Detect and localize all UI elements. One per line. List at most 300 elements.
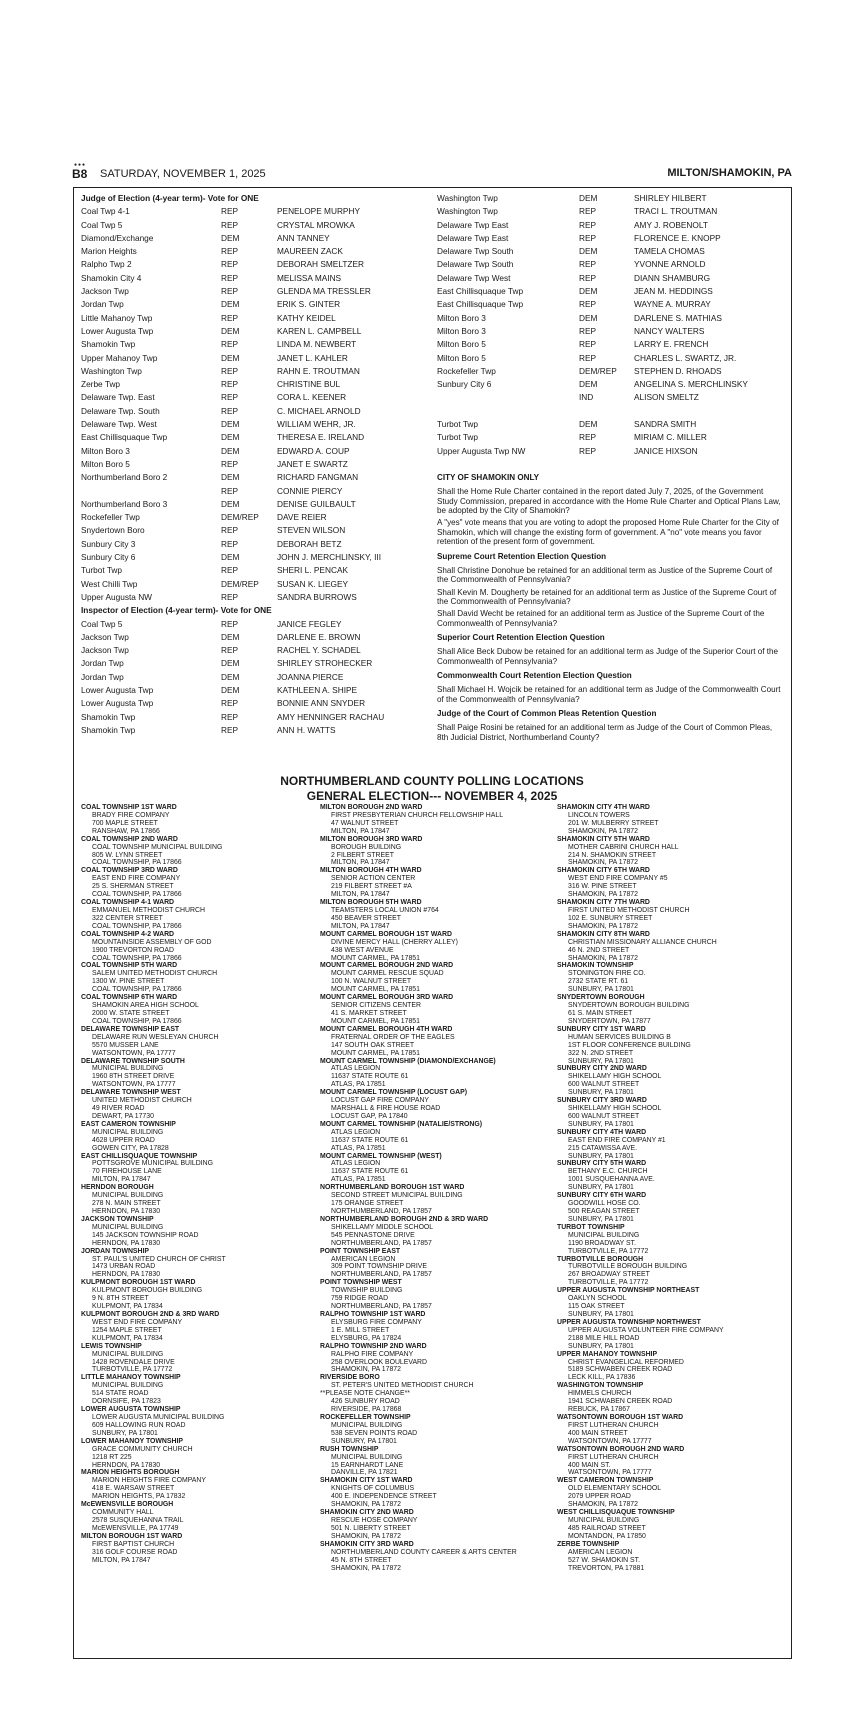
address-line: 45 N. 8TH STREET [331,1556,392,1564]
address-line: WEST END FIRE COMPANY #5 [568,875,668,883]
address-line: 514 STATE ROAD [92,1390,149,1398]
table-row [81,338,421,351]
candidate-cell: SHERI L. PENCAK [277,565,349,576]
address-line: 1428 ROVENDALE DRIVE [92,1358,175,1366]
precinct-name: HERNDON BOROUGH [81,1184,154,1192]
precinct-cell: Delaware Twp East [437,232,509,243]
address-line: 258 OVERLOOK BOULEVARD [331,1358,427,1366]
address-line: 115 OAK STREET [568,1303,625,1311]
precinct-name: WATSONTOWN BOROUGH 1ST WARD [557,1413,684,1421]
address-line: MOTHER CABRINI CHURCH HALL [568,843,679,851]
party-cell: REP [221,591,239,602]
party-cell: DEM [579,312,598,323]
address-line: LINCOLN TOWERS [568,811,630,819]
address-line: KNIGHTS OF COLUMBUS [331,1485,415,1493]
precinct-name: SNYDERTOWN BOROUGH [557,994,645,1002]
party-cell: REP [221,339,239,350]
address-line: MUNICIPAL BUILDING [92,1128,164,1136]
table-row [437,298,785,311]
address-line: MUNICIPAL BUILDING [568,1516,640,1524]
precinct-name: LITTLE MAHANOY TOWNSHIP [81,1374,181,1382]
party-cell: REP [579,299,597,310]
address-line: COAL TOWNSHIP, PA 17866 [92,922,182,930]
address-line: DELAWARE RUN WESLEYAN CHURCH [92,1033,219,1041]
table-row [437,258,785,271]
precinct-cell: Shamokin Twp [81,724,136,735]
change-note: **PLEASE NOTE CHANGE** [320,1390,410,1398]
candidate-cell: RICHARD FANGMAN [277,472,359,483]
address-line: ELYSBURG, PA 17824 [331,1334,402,1342]
address-line: TURBOTVILLE, PA 17772 [92,1366,173,1374]
precinct-cell: Snydertown Boro [81,525,145,536]
address-line: SUNBURY, PA 17801 [331,1437,397,1445]
precinct-cell: Turbot Twp [437,432,479,443]
precinct-name: EAST CAMERON TOWNSHIP [81,1120,176,1128]
address-line: COAL TOWNSHIP, PA 17866 [92,986,182,994]
address-line: MOUNT CARMEL, PA 17851 [331,954,420,962]
party-cell: REP [579,325,597,336]
address-line: 1001 SUSQUEHANNA AVE. [568,1176,655,1184]
precinct-cell: Milton Boro 3 [81,445,130,456]
candidate-cell: WAYNE A. MURRAY [634,299,711,310]
supreme-header: Supreme Court Retention Election Question [437,551,607,561]
address-line: MONTANDON, PA 17850 [568,1532,646,1540]
candidate-cell: ERIK S. GINTER [277,299,341,310]
precinct-name: SUNBURY CITY 2ND WARD [557,1065,647,1073]
address-line: SHIKELLAMY HIGH SCHOOL [568,1073,662,1081]
precinct-name: ROCKEFELLER TOWNSHIP [320,1413,411,1421]
address-line: ATLAS LEGION [331,1065,381,1073]
precinct-name: WEST CHILLISQUAQUE TOWNSHIP [557,1509,675,1517]
party-cell: IND [579,392,594,403]
precinct-name: MILTON BOROUGH 4TH WARD [320,867,422,875]
page-number: ●●● B8 [72,162,88,181]
precinct-name: SHAMOKIN CITY 6TH WARD [557,867,650,875]
candidate-cell: MELISSA MAINS [277,272,342,283]
address-line: 215 CATAWISSA AVE. [568,1144,638,1152]
address-line: MUNICIPAL BUILDING [568,1231,640,1239]
precinct-cell: Washington Twp [437,206,498,217]
address-line: 1473 URBAN ROAD [92,1263,156,1271]
precinct-name: SHAMOKIN TOWNSHIP [557,962,634,970]
table-row [437,418,785,431]
candidate-cell: DEBORAH BETZ [277,538,342,549]
candidate-cell: JEAN M. HEDDINGS [634,286,713,297]
address-line: HUMAN SERVICES BUILDING B [568,1033,671,1041]
address-line: OAKLYN SCHOOL [568,1295,627,1303]
precinct-cell: Delaware Twp. East [81,392,155,403]
candidate-cell: JANICE HIXSON [634,445,698,456]
address-line: BETHANY E.C. CHURCH [568,1168,648,1176]
precinct-name: POINT TOWNSHIP EAST [320,1247,401,1255]
polling-subtitle: GENERAL ELECTION--- NOVEMBER 4, 2025 [306,789,558,803]
address-line: FIRST PRESBYTERIAN CHURCH FELLOWSHIP HALL [331,811,504,819]
address-line: WATSONTOWN, PA 17777 [568,1469,652,1477]
address-line: 759 RIDGE ROAD [331,1295,389,1303]
address-line: COAL TOWNSHIP, PA 17866 [92,859,182,867]
precinct-name: WATSONTOWN BOROUGH 2ND WARD [557,1445,685,1453]
precinct-name: COAL TOWNSHIP 3RD WARD [81,867,178,875]
address-line: REBUCK, PA 17867 [568,1406,630,1414]
precinct-name: COAL TOWNSHIP 4-2 WARD [81,930,175,938]
address-line: COMMUNITY HALL [92,1509,154,1517]
party-cell: DEM [221,684,240,695]
precinct-cell: Lower Augusta Twp [81,325,154,336]
address-line: MOUNTAINSIDE ASSEMBLY OF GOD [92,938,212,946]
address-line: 70 FIREHOUSE LANE [92,1168,162,1176]
supreme-question-2: Shall Kevin M. Dougherty be retained for an additional term as Justice of the Supreme Court of the Commonwealth of Pennsylvania? [437,587,777,606]
address-line: TOWNSHIP BUILDING [331,1287,403,1295]
address-line: TREVORTON, PA 17881 [568,1564,645,1572]
party-cell: REP [579,219,597,230]
address-line: MARION HEIGHTS, PA 17832 [92,1493,186,1501]
precinct-name: MOUNT CARMEL BOROUGH 1ST WARD [320,930,452,938]
table-row [81,312,421,325]
address-line: 1300 W. PINE STREET [92,978,165,986]
edition-location: MILTON/SHAMOKIN, PA [667,167,792,179]
issue-date: SATURDAY, NOVEMBER 1, 2025 [100,168,266,180]
precinct-cell: Jackson Twp [81,286,129,297]
address-line: SHIKELLAMY HIGH SCHOOL [568,1105,662,1113]
address-line: RALPHO FIRE COMPANY [331,1350,414,1358]
polling-column-2 [320,804,570,1572]
precinct-cell: Turbot Twp [437,419,479,430]
party-cell: DEM [579,419,598,430]
candidate-cell: JOANNA PIERCE [277,671,344,682]
table-row [81,352,421,365]
candidate-cell: SHIRLEY HILBERT [634,193,707,203]
table-row [81,232,421,245]
candidate-cell: KATHLEEN A. SHIPE [277,684,358,695]
address-line: 102 E. SUNBURY STREET [568,914,653,922]
party-cell: DEM [221,472,240,483]
party-cell: REP [221,645,239,656]
precinct-cell: Ralpho Twp 2 [81,259,132,270]
address-line: ATLAS LEGION [331,1160,381,1168]
left-column [81,192,421,737]
party-cell: REP [579,352,597,363]
address-line: SNYDERTOWN BOROUGH BUILDING [568,1002,690,1010]
address-line: SUNBURY, PA 17801 [568,986,634,994]
table-row [81,285,421,298]
party-cell: REP [221,219,239,230]
precinct-cell: Delaware Twp. South [81,405,160,416]
table-row [81,631,421,644]
address-line: 1 E. MILL STREET [331,1326,390,1334]
city-explanation: A "yes" vote means that you are voting to adopt the proposed Home Rule Charter for the City of Shamokin, which will change the existing form of government. A "no" vote means you favor retention of the present form of government. [437,518,779,547]
precinct-cell: Turbot Twp [81,565,123,576]
address-line: FIRST UNITED METHODIST CHURCH [568,906,690,914]
address-line: MUNICIPAL BUILDING [331,1453,403,1461]
address-line: SUNBURY, PA 17801 [92,1429,158,1437]
party-cell: REP [221,698,239,709]
address-line: SALEM UNITED METHODIST CHURCH [92,970,218,978]
address-line: MOUNT CARMEL, PA 17851 [331,1017,420,1025]
address-line: SHAMOKIN AREA HIGH SCHOOL [92,1002,199,1010]
address-line: AMERICAN LEGION [331,1255,396,1263]
address-line: 41 S. MARKET STREET [331,1009,407,1017]
precinct-cell: Lower Augusta Twp [81,698,154,709]
party-cell: DEM [579,379,598,390]
table-row [81,258,421,271]
address-line: DANVILLE, PA 17821 [331,1469,398,1477]
address-line: SECOND STREET MUNICIPAL BUILDING [331,1192,463,1200]
precinct-name: MOUNT CARMEL BOROUGH 2ND WARD [320,962,454,970]
precinct-name: MILTON BOROUGH 1ST WARD [81,1532,183,1540]
precinct-cell: Delaware Twp South [437,259,514,270]
party-cell: DEM [221,552,240,563]
precinct-name: MOUNT CARMEL TOWNSHIP (LOCUST GAP) [320,1089,467,1097]
address-line: MUNICIPAL BUILDING [92,1192,164,1200]
precinct-name: SHAMOKIN CITY 1ST WARD [320,1477,413,1485]
address-line: 11637 STATE ROUTE 61 [331,1136,409,1144]
precinct-cell: Shamokin Twp [81,339,136,350]
candidate-cell: CORA L. KEENER [277,392,347,403]
address-line: 426 SUNBURY ROAD [331,1398,400,1406]
candidate-cell: ANGELINA S. MERCHLINSKY [634,379,748,390]
party-cell: REP [221,711,239,722]
candidate-cell: ANN TANNEY [277,232,330,243]
precinct-cell: Upper Mahanoy Twp [81,352,158,363]
address-line: COAL TOWNSHIP, PA 17866 [92,1017,182,1025]
party-cell: DEM [221,498,240,509]
address-line: WATSONTOWN, PA 17777 [92,1081,176,1089]
candidate-cell: MAUREEN ZACK [277,246,343,257]
address-line: COAL TOWNSHIP MUNICIPAL BUILDING [92,843,223,851]
candidate-cell: LARRY E. FRENCH [634,339,709,350]
address-line: 527 W. SHAMOKIN ST. [568,1556,640,1564]
party-cell: DEM/REP [221,512,259,523]
address-line: ATLAS, PA 17851 [331,1144,386,1152]
address-line: TEAMSTERS LOCAL UNION #764 [331,906,439,914]
address-line: 4628 UPPER ROAD [92,1136,155,1144]
address-line: 201 W. MULBERRY STREET [568,819,659,827]
address-line: AMERICAN LEGION [568,1548,633,1556]
address-line: LOCUST GAP, PA 17840 [331,1112,408,1120]
table-row [81,272,421,285]
table-row [81,405,421,418]
table-row [437,338,785,351]
party-cell: REP [579,206,597,217]
address-line: ELYSBURG FIRE COMPANY [331,1318,422,1326]
address-line: NORTHUMBERLAND, PA 17857 [331,1271,432,1279]
address-line: SENIOR CITIZENS CENTER [331,1002,421,1010]
party-cell: DEM [221,631,240,642]
address-line: NORTHUMBERLAND, PA 17857 [331,1303,432,1311]
precinct-cell: Coal Twp 4-1 [81,206,130,217]
table-row [81,538,421,551]
candidate-cell: STEPHEN D. RHOADS [634,365,722,376]
table-row [437,232,785,245]
precinct-cell: Zerbe Twp [81,379,121,390]
precinct-name: COAL TOWNSHIP 2ND WARD [81,835,178,843]
precinct-cell: Shamokin City 4 [81,272,142,283]
address-line: STONINGTON FIRE CO. [568,970,646,978]
address-line: DORNSIFE, PA 17823 [92,1398,161,1406]
judge-table [81,205,421,604]
candidate-cell: JANET E SWARTZ [277,458,348,469]
address-line: 1ST FLOOR CONFERENCE BUILDING [568,1041,691,1049]
address-line: TURBOTVILLE, PA 17772 [568,1247,649,1255]
address-line: ATLAS, PA 17851 [331,1081,386,1089]
precinct-name: MILTON BOROUGH 2ND WARD [320,804,423,811]
precinct-name: SUNBURY CITY 1ST WARD [557,1025,646,1033]
address-line: McEWENSVILLE, PA 17749 [92,1524,179,1532]
table-row [81,511,421,524]
party-cell: REP [221,565,239,576]
precinct-cell: Upper Augusta NW [81,591,153,602]
address-line: 1960 8TH STREET DRIVE [92,1073,175,1081]
address-line: KULPMONT BOROUGH BUILDING [92,1287,203,1295]
precinct-name: SHAMOKIN CITY 8TH WARD [557,930,650,938]
precinct-name: MOUNT CARMEL TOWNSHIP (WEST) [320,1152,442,1160]
address-line: ATLAS, PA 17851 [331,1176,386,1184]
precinct-cell: Jordan Twp [81,299,124,310]
precinct-cell: West Chilli Twp [81,578,138,589]
table-row [81,431,421,444]
precinct-cell: Rockefeller Twp [81,512,140,523]
precinct-cell: Delaware Twp East [437,219,509,230]
address-line: MUNICIPAL BUILDING [92,1065,164,1073]
precinct-cell: Diamond/Exchange [81,232,154,243]
address-line: SUNBURY, PA 17801 [568,1089,634,1097]
precinct-name: MOUNT CARMEL BOROUGH 3RD WARD [320,994,454,1002]
address-line: WEST END FIRE COMPANY [92,1318,183,1326]
address-line: 2578 SUSQUEHANNA TRAIL [92,1516,184,1524]
precinct-name: McEWENSVILLE BOROUGH [81,1501,174,1509]
precinct-name: KULPMONT BOROUGH 1ST WARD [81,1279,196,1287]
precinct-cell: Delaware Twp. West [81,419,157,430]
address-line: SENIOR ACTION CENTER [331,875,416,883]
address-line: SHAMOKIN, PA 17872 [568,922,638,930]
table-row [81,219,421,232]
party-cell: DEM [579,286,598,297]
address-line: RESCUE HOSE COMPANY [331,1516,418,1524]
inspector-table [81,618,421,738]
table-row [437,285,785,298]
party-cell: REP [221,525,239,536]
precinct-name: TURBOT TOWNSHIP [557,1223,625,1231]
address-line: EAST END FIRE COMPANY #1 [568,1136,666,1144]
address-line: 219 FILBERT STREET #A [331,883,412,891]
precinct-cell: Sunbury City 6 [437,379,492,390]
precinct-name: SUNBURY CITY 3RD WARD [557,1097,647,1105]
precinct-cell: Delaware Twp South [437,246,514,257]
address-line: FIRST LUTHERAN CHURCH [568,1421,659,1429]
right-column [437,192,785,745]
inspector-header: Inspector of Election (4-year term)- Vote for ONE [81,605,272,616]
address-line: 1254 MAPLE STREET [92,1326,162,1334]
precinct-cell: Sunbury City 6 [81,552,136,563]
address-line: LECK KILL, PA 17836 [568,1374,636,1382]
table-row [81,298,421,311]
precinct-name: SUNBURY CITY 4TH WARD [557,1128,647,1136]
address-line: 278 N. MAIN STREET [92,1200,161,1208]
address-line: SHAMOKIN, PA 17872 [331,1564,401,1572]
address-line: MARION HEIGHTS FIRE COMPANY [92,1477,206,1485]
address-line: 2079 UPPER ROAD [568,1493,631,1501]
table-row [81,485,421,498]
supreme-question-1: Shall Christine Donohue be retained for an additional term as Justice of the Supreme Court of the Commonwealth of Pennsylvania? [437,565,773,585]
table-row [81,498,421,511]
address-line: SHAMOKIN, PA 17872 [568,1501,638,1509]
precinct-name: UPPER AUGUSTA TOWNSHIP NORTHEAST [557,1287,700,1295]
address-line: 49 RIVER ROAD [92,1105,145,1113]
table-row [81,365,421,378]
table-row [81,445,421,458]
table-row [81,564,421,577]
table-row [81,644,421,657]
address-line: HIMMELS CHURCH [568,1390,632,1398]
address-line: ST. PETER'S UNITED METHODIST CHURCH [331,1382,474,1390]
candidate-cell: SANDRA BURROWS [277,591,357,602]
candidate-cell: DAVE REIER [277,512,327,523]
judge-table-continued-2 [437,418,785,458]
address-line: 11637 STATE ROUTE 61 [331,1073,409,1081]
address-line: MUNICIPAL BUILDING [331,1421,403,1429]
pleas-header: Judge of the Court of Common Pleas Retention Question [437,709,657,719]
address-line: 100 N. WALNUT STREET [331,978,412,986]
address-line: DIVINE MERCY HALL (CHERRY ALLEY) [331,938,458,946]
table-row [81,697,421,710]
address-line: MUNICIPAL BUILDING [92,1382,164,1390]
precinct-name: JORDAN TOWNSHIP [81,1247,150,1255]
judge-table-continued [437,192,785,405]
precinct-name: MOUNT CARMEL TOWNSHIP (DIAMOND/EXCHANGE) [320,1057,496,1065]
candidate-cell: CRYSTAL MROWKA [277,219,355,230]
address-line: 309 POINT TOWNSHIP DRIVE [331,1263,427,1271]
candidate-cell: JANICE FEGLEY [277,618,342,629]
precinct-name: MILTON BOROUGH 5TH WARD [320,899,422,907]
address-line: SUNBURY, PA 17801 [568,1311,634,1318]
address-line: UPPER AUGUSTA VOLUNTEER FIRE COMPANY [568,1326,724,1334]
table-row [437,365,785,378]
address-line: 2 FILBERT STREET [331,851,394,859]
table-row [437,325,785,338]
candidate-cell: TAMELA CHOMAS [634,246,705,257]
precinct-name: LEWIS TOWNSHIP [81,1342,142,1350]
precinct-cell: East Chillisquaque Twp [437,286,524,297]
address-line: SHAMOKIN, PA 17872 [331,1532,401,1540]
address-line: 1190 BROADWAY ST. [568,1239,636,1247]
address-line: MOUNT CARMEL RESCUE SQUAD [331,970,444,978]
candidate-cell: PENELOPE MURPHY [277,206,360,217]
address-line: MUNICIPAL BUILDING [92,1223,164,1231]
address-line: NORTHUMBERLAND COUNTY CAREER & ARTS CENTER [331,1548,517,1556]
candidate-cell: SUSAN K. LIEGEY [277,578,349,589]
candidate-cell: WILLIAM WEHR, JR. [277,419,356,430]
address-line: MILTON, PA 17847 [331,859,390,867]
precinct-cell: Delaware Twp West [437,272,511,283]
candidate-cell: RACHEL Y. SCHADEL [277,645,361,656]
address-line: LOCUST GAP FIRE COMPANY [331,1097,430,1105]
address-line: COAL TOWNSHIP, PA 17866 [92,891,182,899]
precinct-name: KULPMONT BOROUGH 2ND & 3RD WARD [81,1311,220,1318]
candidate-cell: EDWARD A. COUP [277,445,350,456]
commonwealth-header: Commonwealth Court Retention Election Question [437,671,632,681]
candidate-cell: CHRISTINE BUL [277,379,341,390]
address-line: 485 RAILROAD STREET [568,1524,646,1532]
candidate-cell: JANET L. KAHLER [277,352,348,363]
address-line: ATLAS LEGION [331,1128,381,1136]
address-line: 1941 SCHWABEN CREEK ROAD [568,1398,673,1406]
party-cell: REP [221,286,239,297]
address-line: KULPMONT, PA 17834 [92,1303,163,1311]
address-line: 61 S. MAIN STREET [568,1009,633,1017]
address-line: KULPMONT, PA 17834 [92,1334,163,1342]
address-line: SHAMOKIN, PA 17872 [331,1501,401,1509]
candidate-cell: THERESA E. IRELAND [277,432,365,443]
